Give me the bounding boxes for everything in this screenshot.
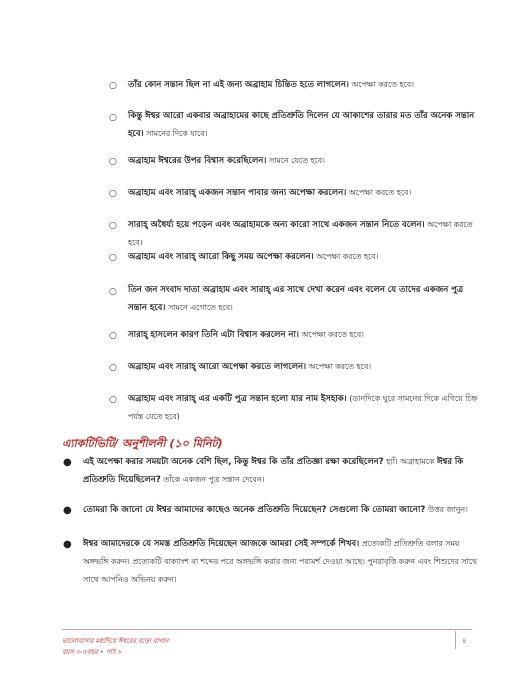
list-item <box>128 108 478 143</box>
item-bold-text: অব্রাহাম এবং সারাহ্ এর একটি পুত্র সন্তান হলো যার নাম ইসহাক। <box>128 394 347 404</box>
list-item <box>128 326 478 344</box>
filled-dot-icon: ● <box>63 457 72 468</box>
footer-vertical-divider <box>455 631 456 649</box>
item-bold-text: সারাহ্ অধৈর্য্য হয়ে পড়েন এবং অব্রাহামকে অন্য কারো সাথে একজন সন্তান নিতে বলেন। <box>128 220 425 230</box>
circle-outline-icon: ○ <box>109 395 117 405</box>
footer-subtitle: বয়স ৩-৫বছর • পাঠ ৮ <box>62 648 122 656</box>
list-item <box>128 76 478 94</box>
item-note: অপেক্ষা করতে হবে। <box>351 80 414 89</box>
item-bold-text: অব্রাহাম ঈশ্বরের উপর বিশ্বাস করেছিলেন। <box>128 156 267 166</box>
activity-item <box>83 501 483 519</box>
section-title: এ্যাকটিভিটি/ অনুশীলনী (১০ মিনিট) <box>62 437 223 450</box>
list-item <box>128 152 478 170</box>
item-note: অপেক্ষা করতে হবে। <box>128 220 473 247</box>
circle-outline-icon: ○ <box>109 189 117 199</box>
circle-outline-icon: ○ <box>109 331 117 341</box>
item-bold-text: তাঁর কোন সন্তান ছিল না এই জন্য অব্রাহাম চিন্তিত হতে লাগলেন। <box>128 80 349 90</box>
activity-note: হ্যাঁ। অব্রাহামকে <box>386 457 435 466</box>
item-bold-text: তিন জন সংবাদ দাতা অব্রাহাম এবং সারাহ্ এর সাথে দেখা করেন এবং বলেন যে তাদের একজন পুত্র সন্তান হবে। <box>128 285 464 313</box>
circle-outline-icon: ○ <box>109 81 117 91</box>
activity-item <box>83 535 483 589</box>
circle-outline-icon: ○ <box>109 113 117 123</box>
activity-note: উত্তর জানুন। <box>427 505 468 514</box>
item-bold-text: অব্রাহাম এবং সারাহ্ আরো কিছু সময় অপেক্ষা করলেন। <box>128 252 314 262</box>
list-item <box>128 390 478 426</box>
activity-note: প্রত্যেকটি প্রতিশ্রুতি বলার সময় অঙ্গভঙ্গি করুন। প্রত্যেকটি বাক্যাংশ বা শব্দের পরে অঙ্গভঙ্গি করার জন্য পরামর্শ দেওয়া আছে। পুনরাবৃত্তি করুন এবং শিশুদের সাথে সাথে আপনিও অভিনয় করুন। <box>83 539 478 584</box>
activity-bold-text: ঈশ্বর আমাদেরকে যে সমস্ত প্রতিশ্রুতি দিয়েছেন আজকে আমরা সেই সম্পর্কে শিখব। <box>83 539 360 549</box>
circle-outline-icon: ○ <box>109 221 117 231</box>
item-bold-text: কিন্তু ঈশ্বর আরো একবার অব্রাহামের কাছে প্রতিশ্রুতি দিলেন যে আকাশের তারার মত তাঁর অনেক সন্তান হবে। <box>128 111 475 139</box>
item-bold-text: সারাহ্ হাসলেন কারণ তিনি এটা বিশ্বাস করলেন না। <box>128 330 299 340</box>
filled-dot-icon: ● <box>63 505 72 516</box>
item-note: অপেক্ষা করতে হবে। <box>316 252 379 261</box>
activity-bold-text: এই অপেক্ষা করার সময়টা অনেক বেশি ছিল, কিন্তু ঈশ্বর কি তাঁর প্রতিজ্ঞা রক্ষা করেছিলেন? <box>83 457 384 467</box>
circle-outline-icon: ○ <box>109 287 117 297</box>
item-bold-text: অব্রাহাম এবং সারাহ্ একজন সন্তান পাবার জন্য অপেক্ষা করলেন। <box>128 188 347 198</box>
list-item <box>128 184 478 202</box>
activity-note-2: তাঁকে একজন পুত্র সন্তান দেবেন। <box>163 475 265 484</box>
activity-bold-text-2: ঈশ্বর কি প্রতিশ্রুতি দিয়েছিলেন? <box>83 457 464 485</box>
list-item <box>128 282 478 317</box>
list-item <box>128 248 478 266</box>
page-number: ৪ <box>462 637 467 645</box>
item-note: (ডানদিকে ঘুরে সামনের দিকে এগিয়ে চিহ্ন পর্যন্ত যেতে হবে) <box>128 394 478 421</box>
item-note: অপেক্ষা করতে হবে। <box>348 188 412 197</box>
circle-outline-icon: ○ <box>109 253 117 263</box>
item-note: অপেক্ষা করতে হবে। <box>308 362 371 371</box>
list-item <box>128 358 478 376</box>
item-note: সামনে এগোতে হবে। <box>167 303 233 312</box>
filled-dot-icon: ● <box>63 539 72 550</box>
item-note: সামনের দিকে যাবে। <box>146 129 208 138</box>
item-note: অপেক্ষা করতে হবে। <box>301 330 364 339</box>
circle-outline-icon: ○ <box>109 157 117 167</box>
item-note: সামনে যেতে হবে। <box>268 156 325 165</box>
footer-title: ভালোবাসার মধ্যদিয়ে ঈশ্বরের বড়ো বাগান <box>62 637 169 645</box>
activity-item <box>83 453 483 489</box>
footer-divider <box>62 629 472 630</box>
activity-bold-text: তোমরা কি জানো যে ঈশ্বর আমাদের কাছেও অনেক প্রতিশ্রুতি দিয়েছেন? সেগুলো কি তোমরা জানো? <box>83 505 426 515</box>
circle-outline-icon: ○ <box>109 363 117 373</box>
item-bold-text: অব্রাহাম এবং সারাহ্ আরো অপেক্ষা করতে লাগলেন। <box>128 362 307 372</box>
list-item <box>128 216 478 252</box>
